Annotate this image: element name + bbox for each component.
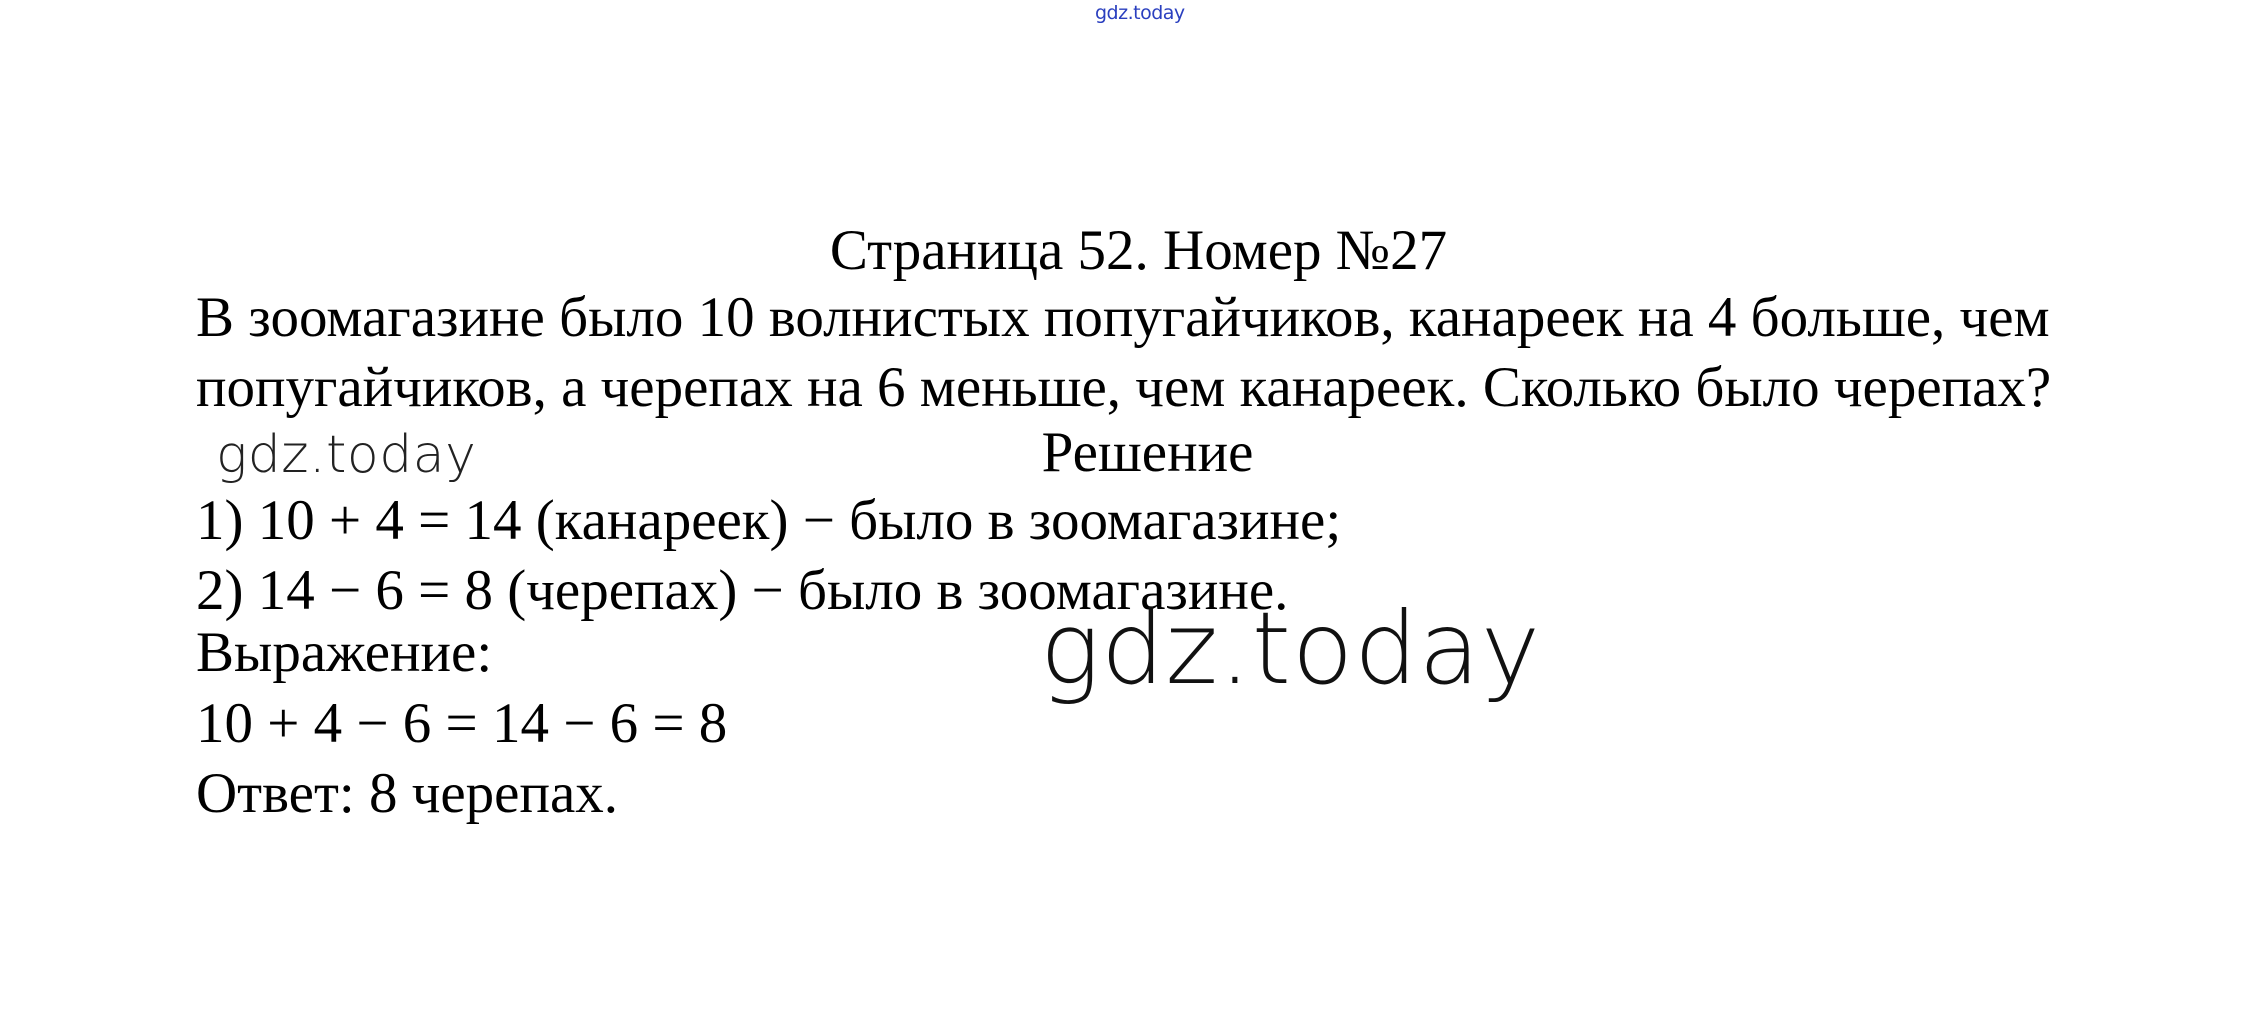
solution-step-2: 2) 14 − 6 = 8 (черепах) − было в зоомагазине. (196, 559, 1289, 622)
page-title: Страница 52. Номер №27 (829, 219, 1448, 282)
answer: Ответ: 8 черепах. (196, 762, 619, 825)
solution-step-1: 1) 10 + 4 = 14 (канареек) − было в зоомагазине; (196, 489, 1342, 552)
watermark-center: gdz.today (1040, 590, 1542, 707)
problem-text-line-2: попугайчиков, а черепах на 6 меньше, чем канареек. Сколько было черепах? (196, 356, 2052, 419)
watermark-left: gdz.today (216, 425, 477, 485)
expression: 10 + 4 − 6 = 14 − 6 = 8 (196, 692, 728, 755)
expression-label: Выражение: (196, 621, 493, 684)
solution-heading: Решение (1041, 421, 1254, 484)
problem-text-line-1: В зоомагазине было 10 волнистых попугайчиков, канареек на 4 больше, чем (196, 286, 2050, 349)
watermark-top: gdz.today (1095, 2, 1185, 24)
